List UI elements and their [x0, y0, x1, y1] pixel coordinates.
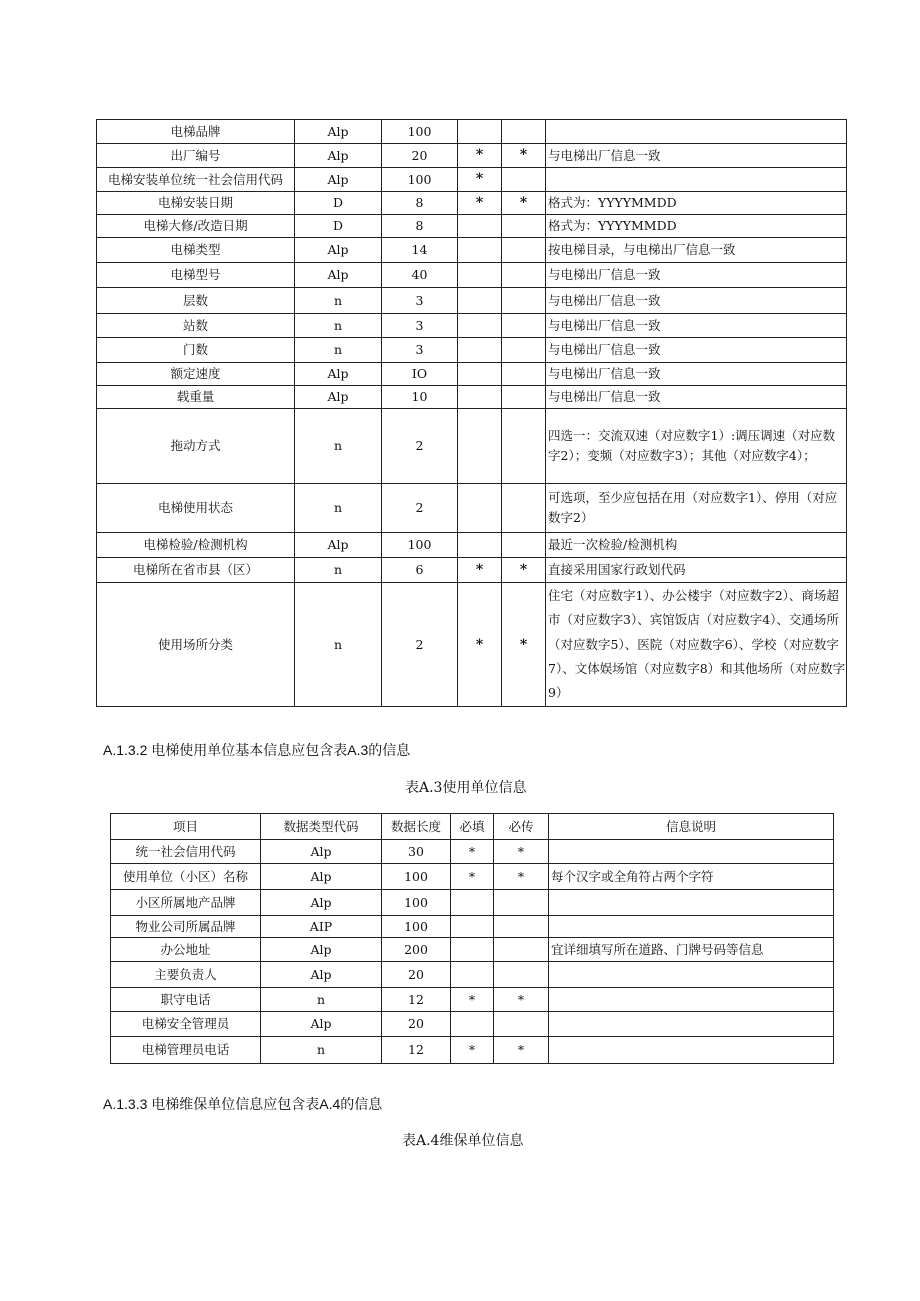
type-cell: n [261, 988, 382, 1012]
type-cell: Alp [261, 1012, 382, 1037]
note-cell [549, 962, 834, 988]
transmit-cell: * [502, 144, 546, 168]
note-cell: 与电梯出厂信息一致 [546, 263, 847, 288]
note-cell: 格式为：YYYYMMDD [546, 215, 847, 238]
table-row [111, 938, 834, 962]
transmit-cell: * [494, 864, 549, 890]
transmit-cell [494, 962, 549, 988]
type-cell: Alp [295, 144, 382, 168]
note-cell: 与电梯出厂信息一致 [546, 386, 847, 409]
table-caption-a4: 表A.4维保单位信息 [402, 1133, 524, 1149]
required-cell [451, 938, 494, 962]
required-cell [458, 338, 502, 363]
item-cell: 小区所属地产品牌 [111, 890, 261, 916]
type-cell: n [261, 1037, 382, 1064]
note-cell [546, 168, 847, 192]
item-cell: 站数 [97, 314, 295, 338]
required-cell [458, 263, 502, 288]
header-required: 必填 [451, 814, 494, 840]
length-cell: IO [382, 363, 458, 386]
note-cell: 与电梯出厂信息一致 [546, 288, 847, 314]
note-cell: 按电梯目录，与电梯出厂信息一致 [546, 238, 847, 263]
transmit-cell [502, 363, 546, 386]
note-cell: 可选项，至少应包括在用（对应数字1）、停用（对应数字2） [546, 484, 847, 533]
type-cell: Alp [295, 363, 382, 386]
note-cell: 与电梯出厂信息一致 [546, 144, 847, 168]
item-cell: 物业公司所属品牌 [111, 916, 261, 938]
type-cell: Alp [261, 864, 382, 890]
transmit-cell [502, 484, 546, 533]
item-cell: 电梯检验/检测机构 [97, 533, 295, 558]
required-cell [458, 484, 502, 533]
length-cell: 100 [382, 533, 458, 558]
length-cell: 8 [382, 215, 458, 238]
item-cell: 电梯安装单位统一社会信用代码 [97, 168, 295, 192]
item-cell: 电梯品牌 [97, 120, 295, 144]
note-cell [549, 1012, 834, 1037]
transmit-cell [494, 916, 549, 938]
header-note: 信息说明 [549, 814, 834, 840]
type-cell: D [295, 192, 382, 215]
required-cell [451, 916, 494, 938]
required-cell: * [458, 192, 502, 215]
length-cell: 2 [382, 484, 458, 533]
header-length: 数据长度 [382, 814, 451, 840]
table-row [97, 314, 847, 338]
table-row [97, 583, 847, 707]
transmit-cell [502, 263, 546, 288]
transmit-cell [502, 168, 546, 192]
length-cell: 100 [382, 168, 458, 192]
transmit-cell [494, 890, 549, 916]
length-cell: 20 [382, 1012, 451, 1037]
elevator-info-table-a2 [96, 119, 847, 707]
table-row [97, 215, 847, 238]
transmit-cell: * [494, 988, 549, 1012]
required-cell [458, 288, 502, 314]
table-row [111, 840, 834, 864]
type-cell: Alp [295, 168, 382, 192]
length-cell: 100 [382, 120, 458, 144]
transmit-cell: * [494, 840, 549, 864]
type-cell: Alp [261, 962, 382, 988]
section-heading-a133: A.1.3.3 电梯维保单位信息应包含表A.4的信息 [103, 1096, 383, 1112]
required-cell [458, 215, 502, 238]
length-cell: 12 [382, 1037, 451, 1064]
item-cell: 额定速度 [97, 363, 295, 386]
transmit-cell [502, 338, 546, 363]
note-cell: 最近一次检验/检测机构 [546, 533, 847, 558]
length-cell: 200 [382, 938, 451, 962]
table-row [97, 288, 847, 314]
table-row [97, 409, 847, 484]
item-cell: 载重量 [97, 386, 295, 409]
header-item: 项目 [111, 814, 261, 840]
item-cell: 电梯大修/改造日期 [97, 215, 295, 238]
transmit-cell [502, 533, 546, 558]
type-cell: Alp [261, 938, 382, 962]
type-cell: n [295, 558, 382, 583]
note-cell: 宜详细填写所在道路、门牌号码等信息 [549, 938, 834, 962]
note-cell: 与电梯出厂信息一致 [546, 338, 847, 363]
item-cell: 职守电话 [111, 988, 261, 1012]
length-cell: 40 [382, 263, 458, 288]
transmit-cell [502, 215, 546, 238]
transmit-cell [502, 386, 546, 409]
required-cell [458, 386, 502, 409]
note-cell [549, 916, 834, 938]
table-row [97, 263, 847, 288]
item-cell: 电梯安装日期 [97, 192, 295, 215]
required-cell [458, 363, 502, 386]
required-cell [451, 890, 494, 916]
table-row [97, 558, 847, 583]
required-cell [458, 533, 502, 558]
length-cell: 3 [382, 338, 458, 363]
transmit-cell: * [502, 558, 546, 583]
transmit-cell [494, 1012, 549, 1037]
note-cell [549, 890, 834, 916]
type-cell: n [295, 409, 382, 484]
table-caption-a3: 表A.3使用单位信息 [405, 780, 527, 796]
note-cell [549, 840, 834, 864]
length-cell: 12 [382, 988, 451, 1012]
note-cell: 与电梯出厂信息一致 [546, 363, 847, 386]
table-row [111, 988, 834, 1012]
note-cell [546, 120, 847, 144]
note-cell [549, 1037, 834, 1064]
length-cell: 30 [382, 840, 451, 864]
table-row [97, 533, 847, 558]
length-cell: 100 [382, 864, 451, 890]
required-cell [458, 314, 502, 338]
type-cell: n [295, 583, 382, 707]
table-row [111, 962, 834, 988]
item-cell: 层数 [97, 288, 295, 314]
length-cell: 3 [382, 288, 458, 314]
table-row [111, 1037, 834, 1064]
table-row [97, 484, 847, 533]
required-cell: * [451, 840, 494, 864]
table-row [97, 238, 847, 263]
item-cell: 使用单位（小区）名称 [111, 864, 261, 890]
table-row [97, 192, 847, 215]
user-unit-table-a3 [110, 813, 834, 1064]
item-cell: 电梯类型 [97, 238, 295, 263]
type-cell: Alp [295, 533, 382, 558]
transmit-cell: * [502, 192, 546, 215]
required-cell [451, 962, 494, 988]
item-cell: 主要负责人 [111, 962, 261, 988]
required-cell [458, 409, 502, 484]
transmit-cell [502, 238, 546, 263]
item-cell: 拖动方式 [97, 409, 295, 484]
type-cell: Alp [295, 263, 382, 288]
note-cell: 直接采用国家行政划代码 [546, 558, 847, 583]
type-cell: Alp [261, 890, 382, 916]
type-cell: n [295, 484, 382, 533]
item-cell: 电梯型号 [97, 263, 295, 288]
section-heading-a132: A.1.3.2 电梯使用单位基本信息应包含表A.3的信息 [103, 742, 411, 758]
length-cell: 6 [382, 558, 458, 583]
transmit-cell [502, 120, 546, 144]
required-cell: * [451, 1037, 494, 1064]
item-cell: 电梯所在省市县（区） [97, 558, 295, 583]
type-cell: Alp [295, 386, 382, 409]
table-row [97, 386, 847, 409]
type-cell: AIP [261, 916, 382, 938]
type-cell: n [295, 338, 382, 363]
item-cell: 电梯安全管理员 [111, 1012, 261, 1037]
required-cell: * [458, 583, 502, 707]
item-cell: 办公地址 [111, 938, 261, 962]
type-cell: D [295, 215, 382, 238]
length-cell: 3 [382, 314, 458, 338]
table-row [97, 120, 847, 144]
item-cell: 电梯使用状态 [97, 484, 295, 533]
required-cell: * [458, 558, 502, 583]
type-cell: n [295, 288, 382, 314]
length-cell: 100 [382, 890, 451, 916]
note-cell: 四选一：交流双速（对应数字1）:调压调速（对应数字2）；变频（对应数字3）；其他（对应数字4）； [546, 409, 847, 484]
table-row [97, 144, 847, 168]
length-cell: 2 [382, 409, 458, 484]
header-transmit: 必传 [494, 814, 549, 840]
required-cell [451, 1012, 494, 1037]
type-cell: Alp [295, 120, 382, 144]
table-row [111, 890, 834, 916]
table-header-row [111, 814, 834, 840]
transmit-cell: * [494, 1037, 549, 1064]
required-cell: * [458, 144, 502, 168]
transmit-cell [502, 314, 546, 338]
item-cell: 统一社会信用代码 [111, 840, 261, 864]
length-cell: 14 [382, 238, 458, 263]
type-cell: Alp [261, 840, 382, 864]
note-cell: 每个汉字或全角符占两个字符 [549, 864, 834, 890]
length-cell: 100 [382, 916, 451, 938]
required-cell: * [451, 864, 494, 890]
transmit-cell [494, 938, 549, 962]
table-row [111, 864, 834, 890]
note-cell [549, 988, 834, 1012]
table-row [111, 916, 834, 938]
transmit-cell: * [502, 583, 546, 707]
item-cell: 电梯管理员电话 [111, 1037, 261, 1064]
header-type: 数据类型代码 [261, 814, 382, 840]
note-cell: 住宅（对应数字1）、办公楼宇（对应数字2）、商场超市（对应数字3）、宾馆饭店（对应数字4）、交通场所（对应数字5）、医院（对应数字6）、学校（对应数字7）、文体娱场馆（对应数字8）和其他场所（对应数字9） [546, 583, 847, 707]
transmit-cell [502, 409, 546, 484]
note-cell: 与电梯出厂信息一致 [546, 314, 847, 338]
table-row [97, 363, 847, 386]
item-cell: 出厂编号 [97, 144, 295, 168]
transmit-cell [502, 288, 546, 314]
note-cell: 格式为：YYYYMMDD [546, 192, 847, 215]
table-row [97, 168, 847, 192]
type-cell: n [295, 314, 382, 338]
length-cell: 10 [382, 386, 458, 409]
table-row [111, 1012, 834, 1037]
required-cell: * [451, 988, 494, 1012]
item-cell: 使用场所分类 [97, 583, 295, 707]
required-cell [458, 120, 502, 144]
table-row [97, 338, 847, 363]
length-cell: 8 [382, 192, 458, 215]
required-cell: * [458, 168, 502, 192]
required-cell [458, 238, 502, 263]
length-cell: 2 [382, 583, 458, 707]
length-cell: 20 [382, 962, 451, 988]
type-cell: Alp [295, 238, 382, 263]
length-cell: 20 [382, 144, 458, 168]
item-cell: 门数 [97, 338, 295, 363]
